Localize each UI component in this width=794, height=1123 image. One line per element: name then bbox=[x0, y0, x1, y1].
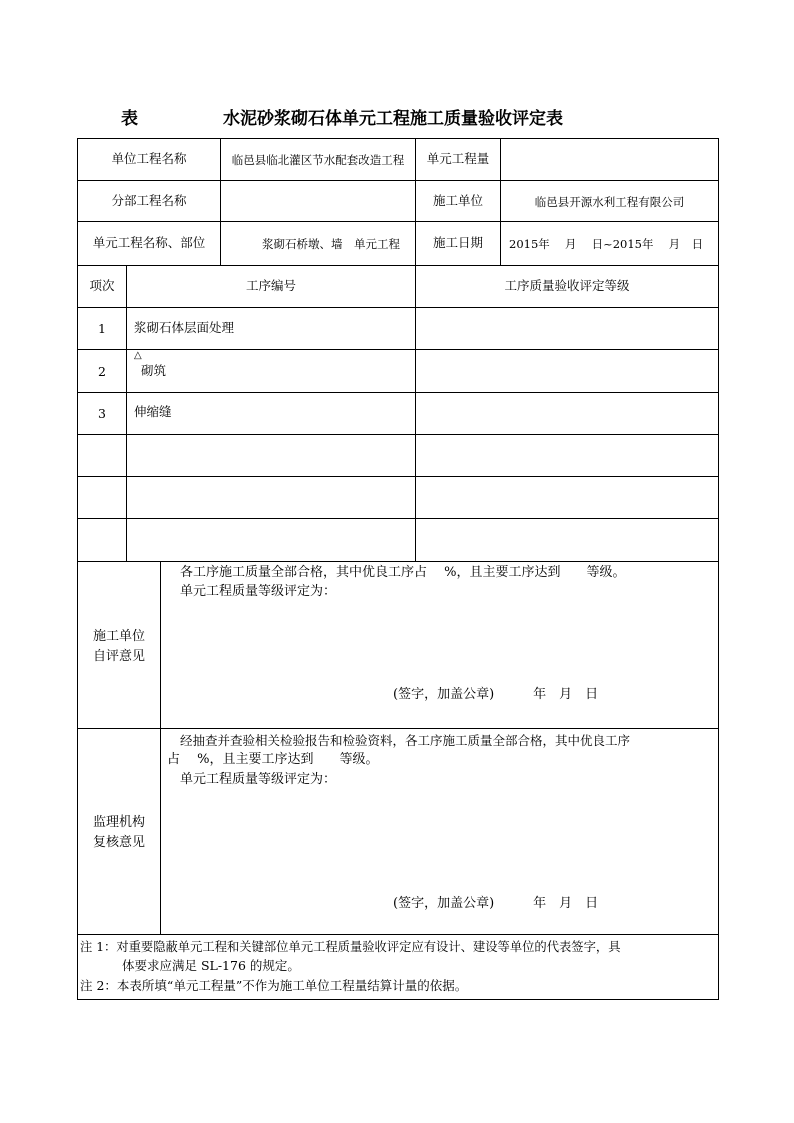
row-no: 2 bbox=[98, 364, 106, 379]
unit-quantity-label: 单元工程量 bbox=[426, 151, 490, 166]
self-eval-signature: (签字，加盖公章) 年 月 日 bbox=[393, 687, 599, 702]
supervisor-eval-text-line2: 占 %，且主要工序达到 等级。 bbox=[167, 752, 379, 767]
col-divider bbox=[415, 265, 416, 561]
note-1-line1: 注 1：对重要隐蔽单元工程和关键部位单元工程质量验收评定应有设计、建设等单位的代表签字，具 bbox=[80, 940, 621, 954]
construction-unit-label: 施工单位 bbox=[432, 193, 483, 208]
supervisor-eval-label bbox=[78, 813, 160, 853]
row-process: 砌筑 bbox=[141, 363, 167, 378]
date-label: 施工日期 bbox=[432, 235, 483, 250]
sub-project-label: 分部工程名称 bbox=[111, 193, 187, 208]
row-no: 3 bbox=[98, 406, 106, 421]
supervisor-eval-text-line3: 单元工程质量等级评定为： bbox=[180, 772, 337, 787]
key-process-mark: △ bbox=[134, 350, 142, 361]
date-value: 2015年 月 日~2015年 月 日 bbox=[509, 237, 704, 251]
page-title bbox=[0, 104, 794, 132]
table-border-left bbox=[77, 138, 78, 1000]
row-divider bbox=[77, 476, 719, 477]
row-process: 浆砌石体层面处理 bbox=[134, 320, 235, 335]
row-divider bbox=[77, 307, 719, 308]
unit-name-value: 浆砌石桥墩、墙 单元工程 bbox=[262, 237, 400, 251]
row-divider bbox=[77, 221, 719, 222]
unit-project-value: 临邑县临北灌区节水配套改造工程 bbox=[231, 153, 405, 167]
col-divider bbox=[160, 561, 161, 934]
row-divider bbox=[77, 180, 719, 181]
row-no: 1 bbox=[98, 321, 106, 336]
row-divider bbox=[77, 728, 719, 729]
title-main: 水泥砂浆砌石体单元工程施工质量验收评定表 bbox=[223, 109, 563, 129]
supervisor-eval-label-line2: 复核意见 bbox=[92, 835, 145, 850]
supervisor-eval-label-line1: 监理机构 bbox=[92, 815, 145, 830]
self-eval-label-line1: 施工单位 bbox=[92, 629, 145, 644]
supervisor-eval-text-line1: 经抽查并查验相关检验报告和检验资料，各工序施工质量全部合格，其中优良工序 bbox=[180, 733, 631, 748]
self-eval-label bbox=[78, 627, 160, 667]
title-prefix: 表 bbox=[121, 109, 138, 129]
supervisor-eval-signature: (签字，加盖公章) 年 月 日 bbox=[393, 896, 599, 911]
row-divider bbox=[77, 349, 719, 350]
unit-name-label: 单元工程名称、部位 bbox=[92, 235, 206, 250]
unit-project-label: 单位工程名称 bbox=[111, 151, 187, 166]
row-process: 伸缩缝 bbox=[134, 404, 172, 419]
row-divider bbox=[77, 265, 719, 266]
self-eval-text-line1: 各工序施工质量全部合格，其中优良工序占 %，且主要工序达到 等级。 bbox=[180, 565, 626, 580]
self-eval-label-line2: 自评意见 bbox=[92, 649, 145, 664]
row-divider bbox=[77, 518, 719, 519]
column-header-grade: 工序质量验收评定等级 bbox=[504, 278, 630, 293]
table-border-top bbox=[77, 138, 719, 139]
note-2: 注 2：本表所填“单元工程量”不作为施工单位工程量结算计量的依据。 bbox=[80, 978, 468, 993]
row-divider bbox=[77, 561, 719, 562]
col-divider bbox=[126, 265, 127, 561]
self-eval-text-line2: 单元工程质量等级评定为： bbox=[180, 584, 337, 599]
row-divider bbox=[77, 392, 719, 393]
column-header-process: 工序编号 bbox=[245, 278, 296, 293]
column-header-no: 项次 bbox=[89, 278, 115, 293]
row-divider bbox=[77, 434, 719, 435]
table-border-right bbox=[718, 138, 719, 1000]
note-1-line2: 体要求应满足 SL-176 的规定。 bbox=[122, 958, 300, 973]
construction-unit-value: 临邑县开源水利工程有限公司 bbox=[534, 195, 685, 209]
row-divider bbox=[77, 934, 719, 935]
table-border-bottom bbox=[77, 999, 719, 1000]
